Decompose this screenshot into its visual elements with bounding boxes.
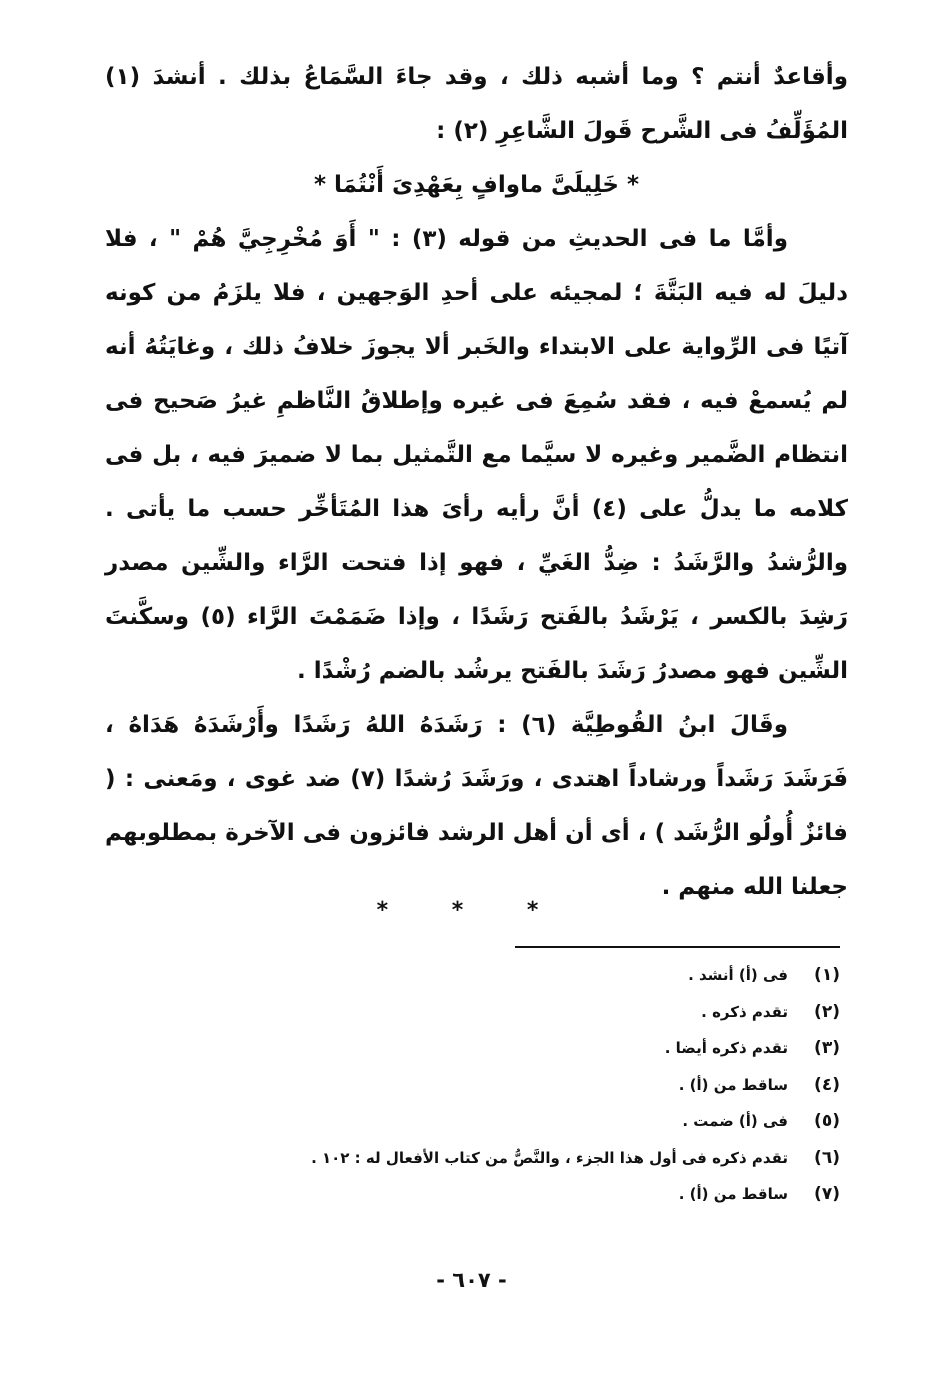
page-number: - ٦٠٧ - — [436, 1268, 507, 1292]
footnote-3 — [200, 1030, 840, 1067]
section-separator: * * * — [376, 898, 567, 923]
paragraph-1: وأقاعدٌ أنتم ؟ وما أشبه ذلك ، وقد جاءَ السَّمَاعُ بذلك . أنشدَ (١) المُؤَلِّفُ فى الشَّرح قَولَ الشَّاعِرِ (٢) : — [105, 64, 848, 144]
footnote-text: تقدم ذكره أيضا . — [664, 1039, 788, 1057]
footnote-7 — [200, 1176, 840, 1213]
footnote-text: فى (أ) أنشد . — [688, 966, 788, 984]
footnote-text: تقدم ذكره فى أول هذا الجزء ، والنَّصُّ من كتاب الأفعال له : ١٠٢ . — [311, 1148, 788, 1167]
footnote-number: (٦) — [814, 1147, 840, 1168]
footnotes-list — [200, 957, 840, 1213]
paragraph-3: وقَالَ ابنُ القُوطِيَّة (٦) : رَشَدَهُ اللهُ رَشَدًا وأَرْشَدَهُ هَدَاهُ ، فَرَشَدَ رَشَداً ورشاداً اهتدى ، ورَشَدَ رُشدًا (٧) ضد غوى ، ومَعنى : ( فائزٌ أُولُو الرُّشَد ) ، أى أن أهل الرشد فائزون فى الآخرة بمطلوبهم جعلنا الله منهم . — [105, 712, 849, 900]
paragraph-2: وأمَّا ما فى الحديثِ من قوله (٣) : " أَوَ مُخْرِجِيَّ هُمْ " ، فلا دليلَ له فيه البَتَّةَ ؛ لمجيئه على أحدِ الوَجهين ، فلا يلزَمُ من كونه آتيًا فى الرِّواية على الابتداء والخَبر ألا يجوزَ خلافُ ذلك ، وغايَتُهُ أنه لم يُسمعْ فيه ، فقد سُمِعَ فى غيره وإطلاقُ النَّاظمِ غيرُ صَحيح فى انتظام الضَّمير وغيره لا سيَّما مع التَّمثيل بما لا ضميرَ فيه ، بل فى كلامه ما يدلُّ على (٤) أنَّ رأيه رأىَ هذا المُتَأخِّر حسب ما يأتى . والرُّشدُ والرَّشَدُ : ضِدُّ الغَيِّ ، فهو إذا فتحت الرَّاء والشِّين مصدر رَشِدَ بالكسر ، يَرْشَدُ بالفَتح رَشَدًا ، وإذا ضَمَمْتَ الرَّاء (٥) وسكَّنتَ الشِّين فهو مصدرُ رَشَدَ بالفَتح يرشُد بالضم رُشْدًا . — [105, 226, 848, 684]
footnote-2 — [200, 994, 840, 1031]
footnote-number: (٥) — [814, 1111, 840, 1131]
footnote-4 — [200, 1067, 840, 1104]
footnote-text: ساقط من (أ) . — [678, 1075, 788, 1094]
footnote-number: (٣) — [814, 1038, 840, 1058]
footnote-1 — [200, 957, 840, 994]
footnote-text: ساقط من (أ) . — [678, 1185, 788, 1203]
footnote-5 — [200, 1103, 840, 1140]
footnote-text: فى (أ) ضمت . — [682, 1112, 788, 1130]
footnote-divider — [515, 946, 840, 948]
footnote-6 — [200, 1140, 840, 1177]
footnote-number: (٤) — [814, 1074, 840, 1095]
footnote-text: تقدم ذكره . — [701, 1002, 788, 1021]
main-text — [105, 50, 848, 914]
footnote-number: (٢) — [814, 1001, 840, 1022]
poetry-verse: * خَلِيلَىَّ ماوافٍ بِعَهْدِىَ أَنْتُمَا * — [313, 172, 639, 198]
footnote-number: (١) — [814, 965, 840, 985]
footnote-number: (٧) — [814, 1184, 840, 1204]
